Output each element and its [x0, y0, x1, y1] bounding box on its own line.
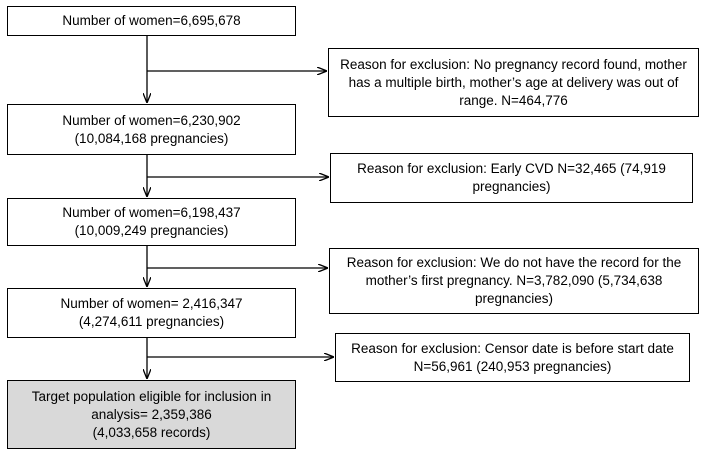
step-2-line-2: (10,084,168 pregnancies)	[74, 130, 229, 146]
exclusion-3-line-1: Reason for exclusion: We do not have the record for the	[346, 255, 682, 270]
step-1-line-1: Number of women=6,695,678	[62, 13, 241, 28]
exclusion-2-line-1: Reason for exclusion: Early CVD N=32,465 (74,919	[357, 161, 666, 176]
step-2-line-1: Number of women=6,230,902	[62, 112, 241, 128]
step-4-line-2: (4,274,611 pregnancies)	[78, 314, 225, 329]
final-line-1: Target population eligible for inclusion in	[31, 388, 272, 404]
exclusion-4-line-1: Reason for exclusion: Censor date is before start date	[351, 340, 674, 356]
exclusion-4-line-2: N=56,961 (240,953 pregnancies)	[413, 358, 612, 374]
exclusion-2-line-2: pregnancies)	[472, 179, 551, 194]
exclusion-1-line-1: Reason for exclusion: No pregnancy record found, mother	[340, 56, 687, 72]
exclusion-3-line-2: mother’s first pregnancy. N=3,782,090 (5,734,638	[365, 273, 663, 288]
final-line-2: analysis= 2,359,386	[91, 406, 212, 422]
step-4-line-1: Number of women= 2,416,347	[60, 296, 243, 311]
step-3-line-2: (10,009,249 pregnancies)	[74, 223, 229, 238]
step-3-line-1: Number of women=6,198,437	[62, 205, 241, 220]
exclusion-3-line-3: pregnancies)	[474, 291, 554, 306]
exclusion-1-line-3: range. N=464,776	[459, 92, 568, 108]
final-line-3: (4,033,658 records)	[92, 424, 211, 440]
exclusion-1-line-2: has a multiple birth, mother’s age at delivery was out of	[348, 74, 679, 90]
